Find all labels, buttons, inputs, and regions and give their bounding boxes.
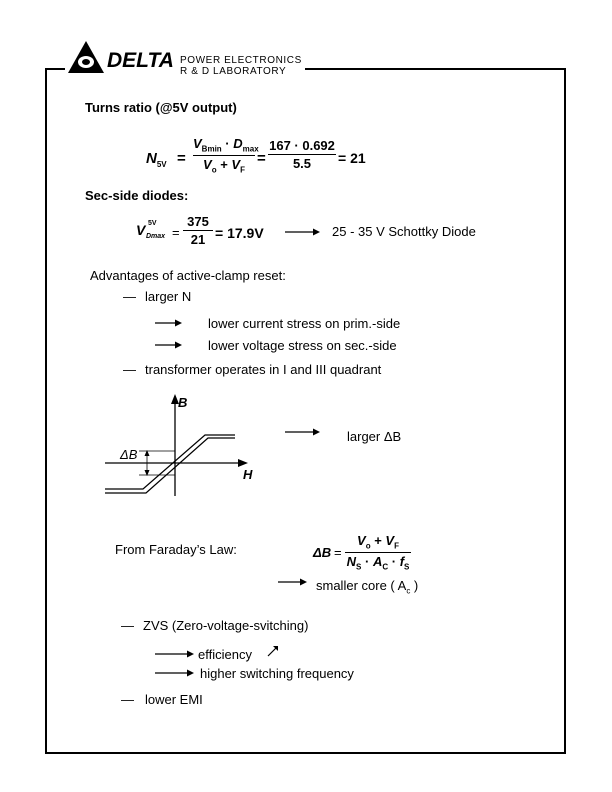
diode-equals: = — [172, 225, 180, 240]
smaller-core-prefix: smaller core ( A — [316, 578, 407, 593]
faraday-den-a: A — [372, 553, 383, 569]
den-vf-sub: F — [240, 165, 245, 175]
faraday-num-vf: V — [385, 533, 395, 548]
dash-3: — — [121, 618, 134, 633]
faraday-fraction — [345, 533, 411, 571]
dash-2: — — [123, 362, 136, 377]
num-dot: · — [225, 136, 230, 151]
advantage-lower-emi: lower EMI — [145, 692, 203, 707]
diode-denominator: 21 — [190, 232, 206, 247]
advantage-higher-frequency: higher switching frequency — [200, 666, 354, 681]
arrow-right-icon — [278, 577, 308, 587]
header-line1: POWER ELECTRONICS — [180, 55, 302, 66]
up-arrow-icon — [267, 645, 279, 657]
diode-result: = 17.9V — [215, 225, 264, 241]
num-d-sub: max — [242, 144, 259, 154]
num-v-sub: Bmin — [201, 144, 222, 154]
smaller-core-sub: c — [406, 586, 411, 596]
numeric-denominator: 5.5 — [292, 156, 312, 171]
advantage-efficiency: efficiency — [198, 647, 252, 662]
num-d: D — [233, 136, 243, 151]
den-plus: + — [220, 156, 228, 172]
arrow-right-icon — [285, 227, 321, 237]
advantages-heading: Advantages of active-clamp reset: — [90, 268, 286, 283]
diode-v-sub: Dmax — [146, 233, 166, 240]
faraday-den-f-sub: S — [404, 562, 410, 572]
header-line2: R & D LABORATORY — [180, 66, 287, 77]
faraday-heading: From Faraday’s Law: — [115, 542, 237, 557]
faraday-den-n: N — [346, 553, 356, 569]
advantage-lower-current: lower current stress on prim.-side — [208, 316, 401, 331]
arrow-right-icon — [155, 340, 183, 350]
eq-result: = 21 — [338, 150, 366, 166]
smaller-core-suffix: ) — [410, 578, 419, 593]
brand-name: DELTA — [107, 49, 174, 72]
h-axis-label: H — [243, 467, 253, 482]
diode-v-sup: 5V — [148, 220, 157, 227]
numeric-numerator: 167 · 0.692 — [269, 138, 335, 153]
faraday-lhs: ΔB — [313, 545, 332, 560]
dash-1: — — [123, 289, 136, 304]
faraday-num-plus: + — [374, 533, 382, 548]
faraday-num-vo-sub: o — [365, 541, 371, 551]
diode-numerator: 375 — [187, 214, 209, 229]
eq-n-subscript: 5V — [156, 160, 167, 169]
faraday-den-n-sub: S — [356, 562, 362, 572]
arrow-right-icon — [155, 318, 183, 328]
diodes-heading: Sec-side diodes: — [85, 188, 189, 203]
faraday-dot-2: · — [391, 553, 397, 569]
bh-loop-upper — [105, 435, 235, 489]
faraday-dot-1: · — [364, 553, 370, 569]
den-vo-sub: o — [211, 165, 217, 175]
faraday-num-vf-sub: F — [394, 541, 399, 551]
advantage-zvs: ZVS (Zero-voltage-svitching) — [143, 618, 309, 633]
delta-logo-icon — [67, 40, 105, 74]
advantage-larger-n: larger N — [145, 289, 192, 304]
faraday-den-a-sub: C — [382, 562, 389, 572]
b-axis-label: B — [178, 395, 188, 410]
delta-b-label: ΔB — [120, 447, 138, 462]
faraday-den-f: f — [399, 553, 405, 569]
eq-equals-1: = — [177, 150, 186, 167]
larger-delta-b: larger ΔB — [347, 429, 402, 444]
arrow-right-icon — [285, 427, 321, 437]
turns-ratio-heading: Turns ratio (@5V output) — [85, 100, 237, 115]
smaller-core — [316, 578, 418, 596]
diode-v-symbol: V — [136, 222, 146, 238]
advantage-quadrant: transformer operates in I and III quadrant — [145, 362, 382, 377]
eq-equals-2: = — [257, 150, 266, 167]
faraday-equals: = — [334, 545, 342, 560]
den-vf: V — [231, 156, 241, 172]
eq-n-symbol: N — [146, 150, 157, 167]
diode-conclusion: 25 - 35 V Schottky Diode — [332, 224, 476, 239]
den-vo: V — [203, 156, 212, 172]
arrow-right-icon — [155, 668, 195, 678]
arrow-right-icon — [155, 649, 195, 659]
faraday-num-vo: V — [357, 533, 366, 548]
eq-main-fraction — [193, 136, 259, 175]
dash-4: — — [121, 692, 134, 707]
advantage-lower-voltage: lower voltage stress on sec.-side — [208, 338, 397, 353]
num-v: V — [193, 136, 202, 151]
diode-fraction — [183, 214, 213, 247]
eq-numeric-fraction — [268, 138, 336, 171]
